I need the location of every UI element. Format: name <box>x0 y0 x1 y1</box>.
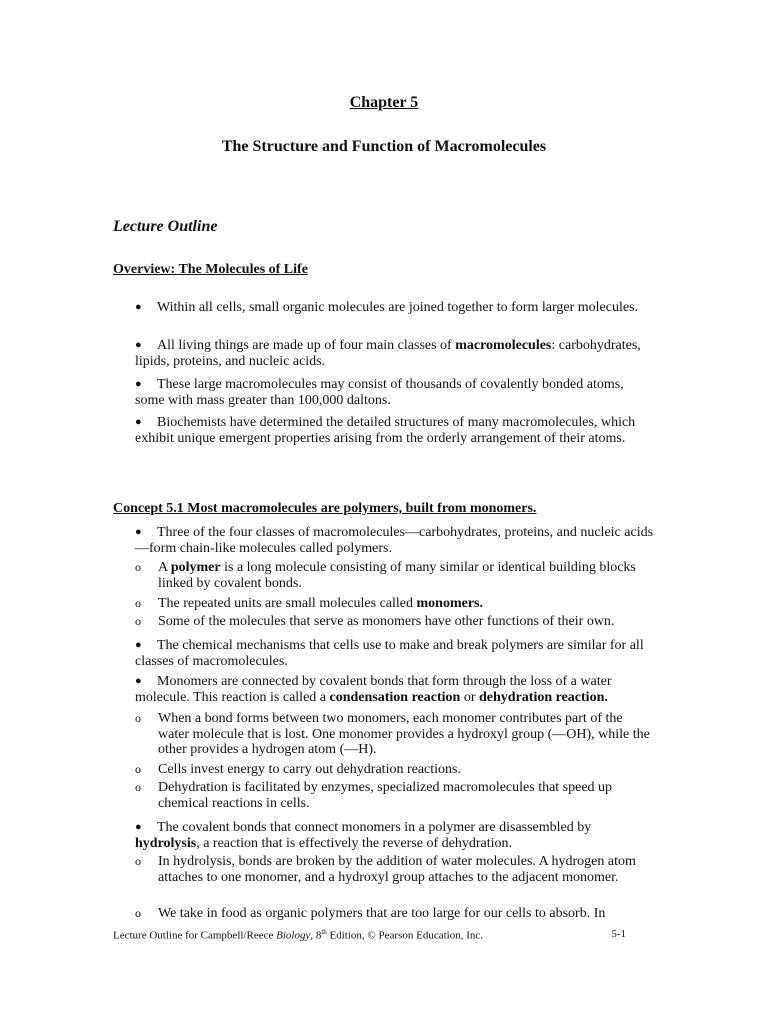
sub-bullet-icon: o <box>135 614 141 628</box>
concept-sub-4: o When a bond forms between two monomers, each monomer contributes part of the water molecule that is lost. One monomer provides a hydroxyl group (—OH), while the other provides a hydrogen atom (—H). <box>135 711 650 757</box>
concept-sub-1: o A polymer is a long molecule consisting of many similar or identical building blocks linked by covalent bonds. <box>135 560 636 591</box>
overview-item-2: ● All living things are made up of four main classes of macromolecules: carbohydrates, lipids, proteins, and nucleic acids. <box>135 338 641 369</box>
bullet-icon: ● <box>135 639 142 651</box>
bullet-icon: ● <box>135 821 142 833</box>
concept-bullet-2: ● The chemical mechanisms that cells use to make and break polymers are similar for all classes of macromolecules. <box>135 638 644 669</box>
chapter-title: The Structure and Function of Macromolecules <box>221 138 547 155</box>
concept-heading: Concept 5.1 Most macromolecules are polymers, built from monomers. <box>113 501 537 516</box>
chapter-heading: Chapter 5 <box>349 94 419 111</box>
sub-bullet-icon: o <box>135 711 141 725</box>
bullet-icon: ● <box>135 378 142 390</box>
bullet-icon: ● <box>135 416 142 428</box>
concept-sub-8: o We take in food as organic polymers that are too large for our cells to absorb. In <box>135 906 606 921</box>
concept-sub-3: o Some of the molecules that serve as monomers have other functions of their own. <box>135 614 615 629</box>
concept-sub-7: o In hydrolysis, bonds are broken by the addition of water molecules. A hydrogen atom attaches to one monomer, and a hydroxyl group attaches to the adjacent monomer. <box>135 854 636 885</box>
sub-bullet-icon: o <box>135 854 141 868</box>
concept-bullet-3: ● Monomers are connected by covalent bonds that form through the loss of a water molecule. This reaction is called a condensation reaction or dehydration reaction. <box>135 674 612 705</box>
concept-sub-2: o The repeated units are small molecules called monomers. <box>135 596 484 611</box>
page-number: 5-1 <box>611 928 626 940</box>
overview-item-3: ● These large macromolecules may consist of thousands of covalently bonded atoms, some with mass greater than 100,000 daltons. <box>135 377 624 408</box>
sub-bullet-icon: o <box>135 596 141 610</box>
overview-item-1: ● Within all cells, small organic molecules are joined together to form larger molecules. <box>135 300 638 315</box>
concept-sub-5: o Cells invest energy to carry out dehydration reactions. <box>135 762 461 777</box>
concept-bullet-4: ● The covalent bonds that connect monomers in a polymer are disassembled by hydrolysis, a reaction that is effectively the reverse of dehydration. <box>135 820 592 851</box>
overview-heading: Overview: The Molecules of Life <box>113 262 308 277</box>
footer-citation: Lecture Outline for Campbell/Reece Biology, 8th Edition, © Pearson Education, Inc. <box>113 928 483 942</box>
bullet-icon: ● <box>135 675 142 687</box>
bullet-icon: ● <box>135 526 142 538</box>
concept-sub-6: o Dehydration is facilitated by enzymes, specialized macromolecules that speed up chemical reactions in cells. <box>135 780 613 811</box>
sub-bullet-icon: o <box>135 560 141 574</box>
bullet-icon: ● <box>135 301 142 313</box>
sub-bullet-icon: o <box>135 762 141 776</box>
sub-bullet-icon: o <box>135 906 141 920</box>
lecture-outline-heading: Lecture Outline <box>113 218 218 235</box>
overview-item-4: ● Biochemists have determined the detailed structures of many macromolecules, which exhibit unique emergent properties arising from the orderly arrangement of their atoms. <box>135 415 636 446</box>
sub-bullet-icon: o <box>135 780 141 794</box>
concept-bullet-1: ● Three of the four classes of macromolecules—carbohydrates, proteins, and nucleic acids—form chain-like molecules called polymers. <box>135 525 654 556</box>
bullet-icon: ● <box>135 339 142 351</box>
